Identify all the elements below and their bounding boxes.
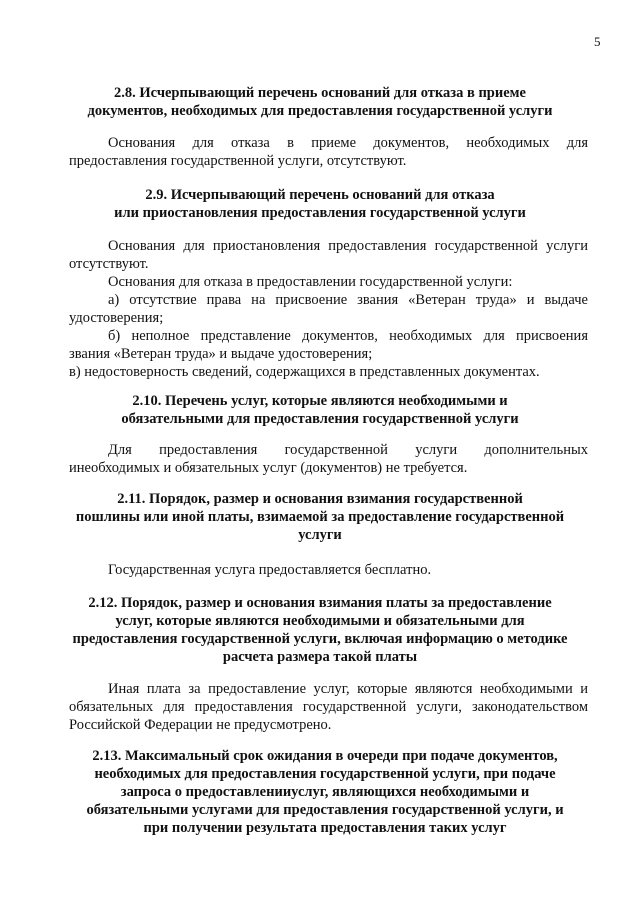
paragraph-line: в) недостоверность сведений, содержащихся в представленных документах. xyxy=(69,364,540,380)
heading-line: расчета размера такой платы xyxy=(222,649,418,665)
heading-line: или приостановления предоставления государственной услуги xyxy=(114,205,526,221)
paragraph-line: обязательных для предоставления государственной услуги, законодательством xyxy=(69,699,588,715)
heading-line: 2.10. Перечень услуг, которые являются необходимыми и xyxy=(132,393,508,409)
heading-line: обязательными для предоставления государственной услуги xyxy=(121,411,519,427)
heading-line: 2.11. Порядок, размер и основания взимания государственной xyxy=(117,491,523,507)
section-2-9-heading xyxy=(60,186,580,222)
section-2-13-heading xyxy=(60,747,590,837)
heading-line: 2.12. Порядок, размер и основания взимания платы за предоставление xyxy=(88,595,552,611)
paragraph-line: удостоверения; xyxy=(69,310,164,326)
heading-line: необходимых для предоставления государственной услуги, при подаче xyxy=(94,766,556,782)
heading-line: запроса о предоставленииуслуг, являющихся необходимыми и xyxy=(120,784,530,800)
paragraph-line: Иная плата за предоставление услуг, которые являются необходимыми и xyxy=(108,681,588,697)
heading-line: обязательными услугами для предоставления государственной услуги, и xyxy=(86,802,564,818)
section-2-10-heading xyxy=(60,392,580,428)
paragraph-line: Основания для приостановления предоставления государственной услуги xyxy=(108,238,588,254)
heading-line: услуг, которые являются необходимыми и обязательными для xyxy=(115,613,525,629)
heading-line: при получении результата предоставления таких услуг xyxy=(143,820,507,836)
paragraph-line: Основания для отказа в приеме документов, необходимых для xyxy=(108,135,588,151)
heading-line: 2.9. Исчерпывающий перечень оснований для отказа xyxy=(145,187,495,203)
section-2-11-heading xyxy=(60,490,580,544)
heading-line: услуги xyxy=(298,527,342,543)
paragraph-line: предоставления государственной услуги, отсутствуют. xyxy=(69,153,407,169)
heading-line: 2.8. Исчерпывающий перечень оснований для отказа в приеме xyxy=(114,85,526,101)
heading-line: предоставления государственной услуги, включая информацию о методике xyxy=(72,631,568,647)
heading-line: документов, необходимых для предоставления государственной услуги xyxy=(87,103,553,119)
paragraph-line: Российской Федерации не предусмотрено. xyxy=(69,717,332,733)
paragraph-line: а) отсутствие права на присвоение звания «Ветеран труда» и выдаче xyxy=(108,292,588,308)
paragraph-line: б) неполное представление документов, необходимых для присвоения xyxy=(108,328,588,344)
section-2-8-heading xyxy=(60,84,580,120)
paragraph-line: Основания для отказа в предоставлении государственной услуги: xyxy=(108,274,513,290)
heading-line: пошлины или иной платы, взимаемой за предоставление государственной xyxy=(75,509,565,525)
heading-line: 2.13. Максимальный срок ожидания в очереди при подаче документов, xyxy=(92,748,558,764)
paragraph-line: инеобходимых и обязательных услуг (документов) не требуется. xyxy=(69,460,468,476)
paragraph-line: Для предоставления государственной услуги дополнительных xyxy=(108,442,588,458)
paragraph-line: отсутствуют. xyxy=(69,256,149,272)
paragraph-line: Государственная услуга предоставляется бесплатно. xyxy=(108,562,432,578)
paragraph-line: звания «Ветеран труда» и выдаче удостоверения; xyxy=(69,346,373,362)
section-2-12-heading xyxy=(60,594,580,666)
page-number: 5 xyxy=(594,34,601,49)
